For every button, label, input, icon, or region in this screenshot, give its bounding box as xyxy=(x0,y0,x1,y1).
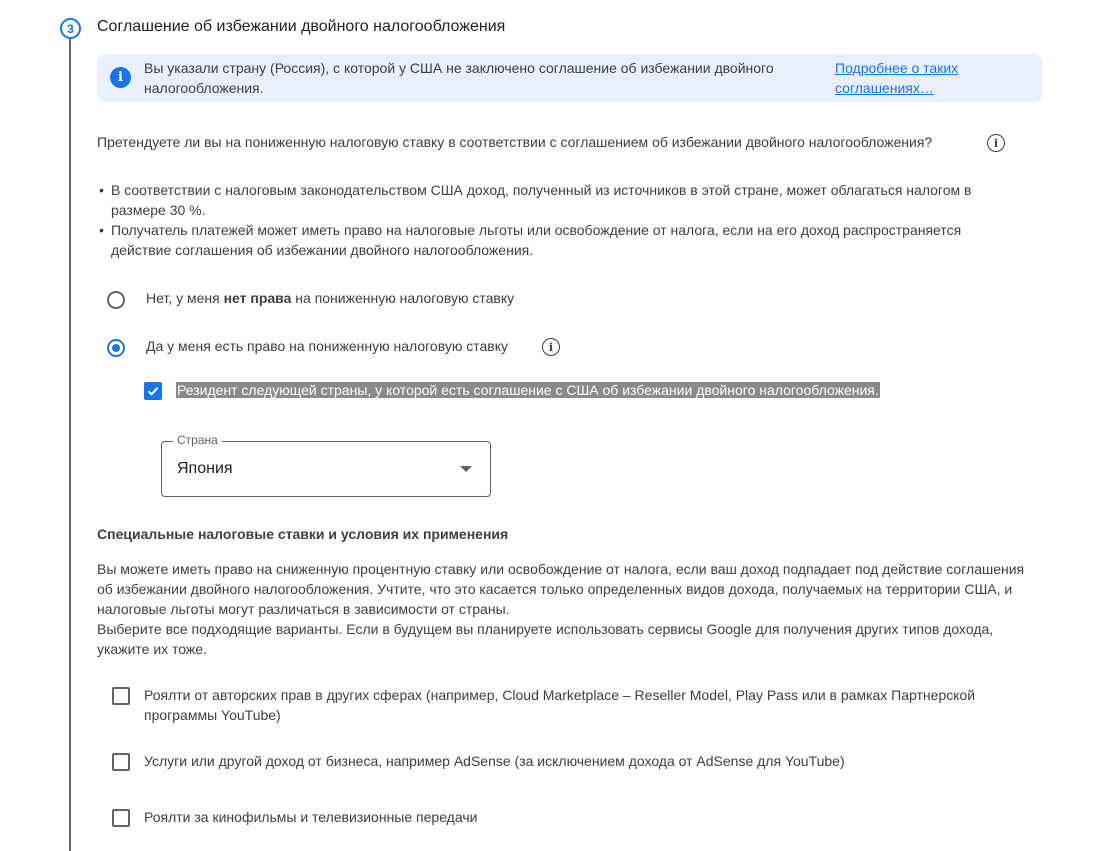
info-filled-icon: i xyxy=(110,67,131,88)
income-option-label[interactable]: Услуги или другой доход от бизнеса, например AdSense (за исключением дохода от AdSense для YouTube) xyxy=(144,753,845,769)
learn-more-link[interactable]: Подробнее о таких соглашениях… xyxy=(835,60,959,96)
resident-label-wrap[interactable] xyxy=(176,380,880,400)
income-option-checkbox[interactable] xyxy=(112,687,130,705)
radio-no-label[interactable] xyxy=(146,288,514,308)
country-select-value[interactable]: Япония xyxy=(177,460,233,477)
radio-yes-right[interactable] xyxy=(107,339,125,357)
info-outline-icon[interactable]: i xyxy=(987,134,1005,152)
resident-label: Резидент следующей страны, у которой есть соглашение с США об избежании двойного налогообложения. xyxy=(177,382,879,398)
radio-no-prefix: Нет, у меня xyxy=(146,290,220,306)
special-rates-description xyxy=(97,559,1032,659)
checkmark-icon xyxy=(146,384,160,398)
step-number-badge: 3 xyxy=(60,18,81,39)
info-outline-icon[interactable]: i xyxy=(542,338,560,356)
radio-no-bold: нет права xyxy=(223,290,292,306)
income-option-checkbox[interactable] xyxy=(112,753,130,771)
treaty-question: Претендуете ли вы на пониженную налоговую ставку в соответствии с соглашением об избежании двойного налогообложения? xyxy=(97,134,933,150)
info-bullets xyxy=(97,180,977,260)
income-option-checkbox[interactable] xyxy=(112,809,130,827)
special-rates-paragraph-1: Вы можете иметь право на сниженную процентную ставку или освобождение от налога, если ваш доход подпадает под действие соглашения об избежании двойного налогообложения. Учтите, что это касается только определенных видов дохода, получаемых на территории США, и налоговые льготы могут различаться в зависимости от страны. xyxy=(97,561,1025,617)
income-option-label[interactable]: Роялти от авторских прав в других сферах (например, Cloud Marketplace – Reseller Model, Play Pass или в рамках Партнерской программы YouTube) xyxy=(144,687,976,723)
banner-text: Вы указали страну (Россия), с которой у США не заключено соглашение об избежании двойного налогообложения. xyxy=(144,60,774,96)
special-rates-paragraph-2: Выберите все подходящие варианты. Если в будущем вы планируете использовать сервисы Google для получения других типов дохода, укажите их тоже. xyxy=(97,621,994,657)
bullet-item: • Получатель платежей может иметь право на налоговые льготы или освобождение от налога, если на его доход распространяется действие соглашения об избежании двойного налогообложения. xyxy=(97,220,977,260)
dropdown-arrow-icon[interactable] xyxy=(460,466,472,472)
radio-no-suffix: на пониженную налоговую ставку xyxy=(295,290,515,306)
radio-no-right[interactable] xyxy=(107,291,125,309)
section-title: Соглашение об избежании двойного налогообложения xyxy=(97,18,506,35)
special-rates-heading: Специальные налоговые ставки и условия их применения xyxy=(97,526,509,542)
country-select-label: Страна xyxy=(173,433,222,447)
bullet-item: • В соответствии с налоговым законодательством США доход, полученный из источников в этой стране, может облагаться налогом в размере 30 %. xyxy=(97,180,977,220)
radio-yes-label[interactable]: Да у меня есть право на пониженную налоговую ставку xyxy=(146,338,508,354)
step-rail xyxy=(69,36,71,851)
resident-checkbox[interactable] xyxy=(144,382,162,400)
income-option-label[interactable]: Роялти за кинофильмы и телевизионные передачи xyxy=(144,809,478,825)
